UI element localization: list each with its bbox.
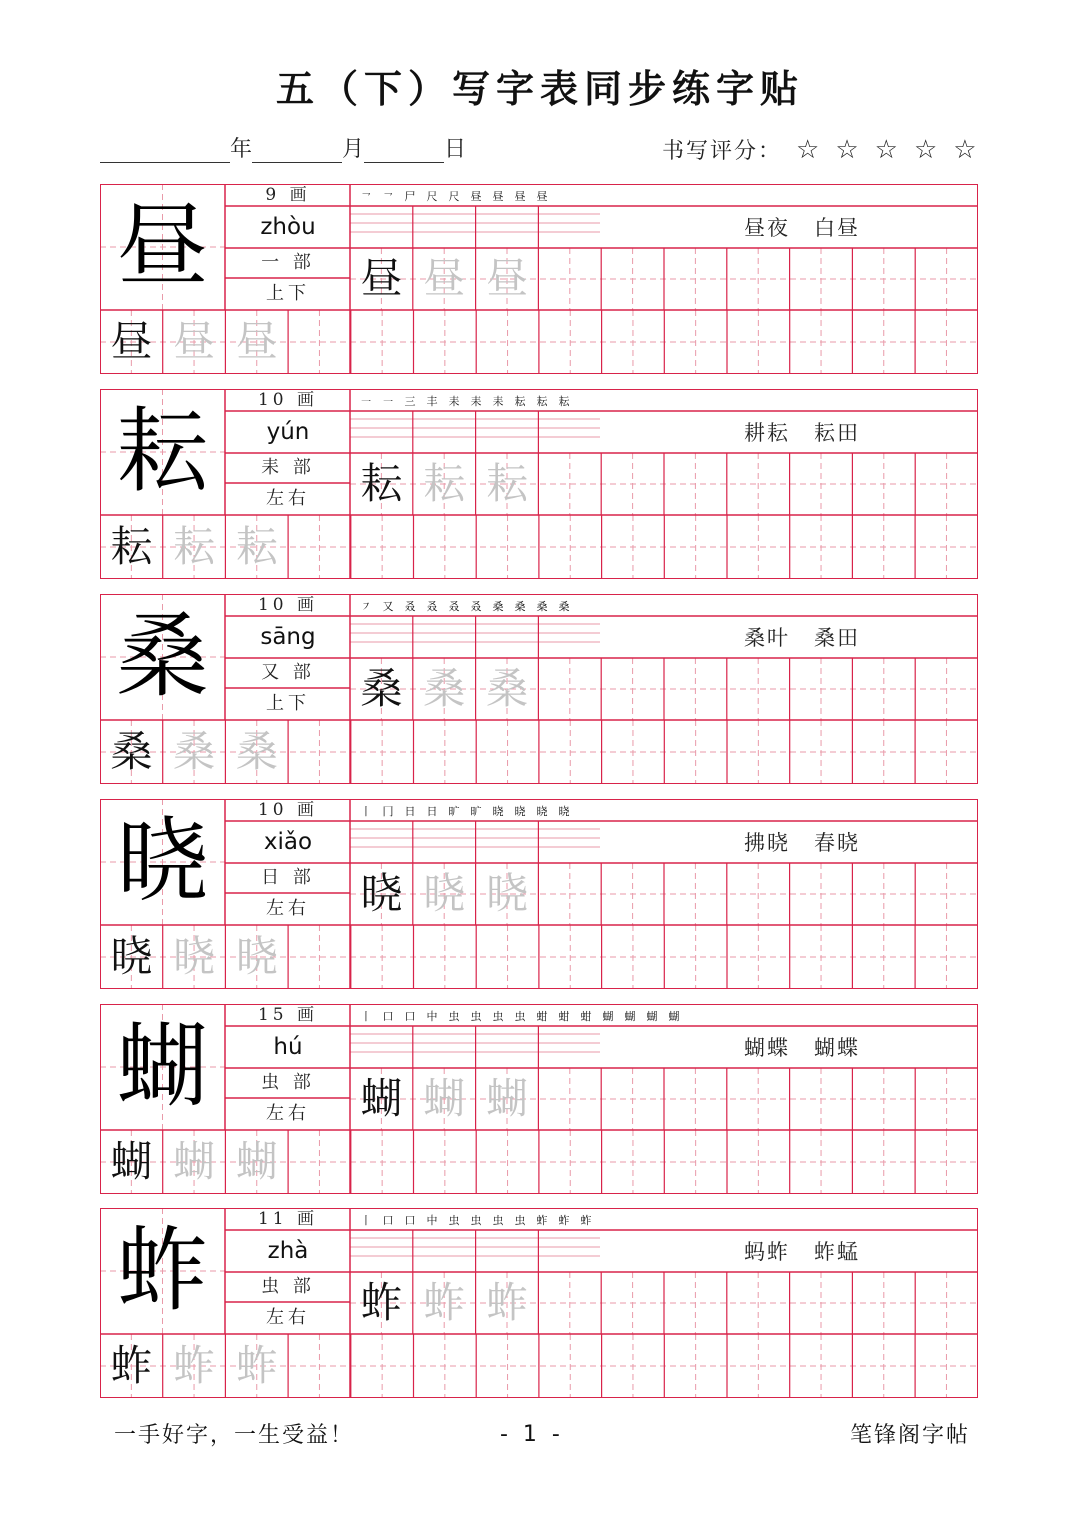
month-label: 月	[342, 137, 365, 162]
character-block	[100, 799, 978, 989]
stroke-step: 旷	[448, 805, 460, 818]
stroke-step: 蝴	[668, 1010, 680, 1023]
trace-character[interactable]: 晓	[423, 869, 466, 918]
stroke-step: 叒	[448, 600, 460, 613]
model-character: 晓	[116, 808, 209, 915]
stroke-step: 耘	[558, 395, 570, 408]
practice-character[interactable]: 蝴	[360, 1074, 403, 1123]
practice-character[interactable]: 昼	[360, 254, 403, 303]
practice-character[interactable]: 桑	[360, 664, 403, 713]
day-label: 日	[444, 137, 467, 162]
model-character: 蝴	[116, 1013, 209, 1120]
stroke-count: 15 画	[257, 1005, 319, 1025]
stroke-count: 9 画	[265, 185, 311, 205]
trace-character[interactable]: 耘	[486, 459, 529, 508]
trace-character[interactable]: 蝴	[235, 1137, 278, 1186]
stroke-step: 虫	[492, 1010, 504, 1023]
trace-character[interactable]: 桑	[235, 727, 278, 776]
trace-character[interactable]: 晓	[173, 932, 216, 981]
trace-character[interactable]: 蚱	[173, 1341, 216, 1390]
example-words	[720, 821, 1020, 863]
trace-character[interactable]: 昼	[486, 254, 529, 303]
stroke-step: ㇐	[382, 395, 394, 408]
example-words	[720, 616, 1020, 658]
character-block	[100, 594, 978, 784]
stroke-step: 口	[382, 1010, 394, 1023]
trace-character[interactable]: 昼	[423, 254, 466, 303]
stroke-step: 耒	[492, 395, 504, 408]
structure: 左右	[266, 1307, 310, 1328]
model-character: 蚱	[116, 1217, 209, 1324]
stroke-step: 昼	[536, 190, 548, 203]
stroke-count: 10 画	[257, 390, 319, 410]
stroke-count: 10 画	[257, 595, 319, 615]
stroke-step: 叒	[404, 600, 416, 613]
character-block	[100, 1004, 978, 1194]
star-icon[interactable]: ☆	[835, 134, 861, 165]
stroke-order	[358, 186, 550, 206]
star-icon[interactable]: ☆	[953, 134, 979, 165]
example-word: 蚱蜢	[814, 1240, 860, 1264]
stroke-step: 口	[404, 1010, 416, 1023]
stroke-step: ㇇	[360, 600, 372, 613]
example-word: 耘田	[814, 421, 860, 445]
page-title: 五（下）写字表同步练字贴	[275, 66, 804, 111]
example-words	[720, 411, 1020, 453]
model-character: 耘	[116, 398, 209, 505]
stroke-step: 蚶	[558, 1010, 570, 1023]
stroke-step: 耒	[448, 395, 460, 408]
stroke-step: 蝴	[624, 1010, 636, 1023]
stroke-step: 虫	[492, 1214, 504, 1227]
stroke-order	[358, 1210, 594, 1230]
example-word: 耕耘	[744, 421, 790, 445]
stroke-step: 虫	[448, 1010, 460, 1023]
star-icon[interactable]: ☆	[796, 134, 822, 165]
practice-character[interactable]: 晓	[360, 869, 403, 918]
example-word: 桑田	[814, 626, 860, 650]
stroke-step: 蚶	[580, 1010, 592, 1023]
month-blank[interactable]	[252, 139, 342, 163]
footer-brand: 笔锋阁字帖	[850, 1423, 971, 1448]
pinyin: yún	[266, 419, 310, 445]
trace-character[interactable]: 蚱	[486, 1278, 529, 1327]
radical: 耒 部	[261, 457, 315, 478]
pinyin: zhòu	[260, 214, 316, 240]
stroke-count: 10 画	[257, 800, 319, 820]
trace-character[interactable]: 桑	[423, 664, 466, 713]
practice-character[interactable]: 耘	[110, 522, 153, 571]
stroke-order	[358, 801, 572, 821]
stroke-step: 耘	[514, 395, 526, 408]
day-blank[interactable]	[364, 139, 444, 163]
stroke-step: 叒	[426, 600, 438, 613]
stroke-step: 尸	[404, 190, 416, 203]
stroke-step: 口	[404, 1214, 416, 1227]
stroke-order	[358, 391, 572, 411]
stroke-step: 昼	[514, 190, 526, 203]
stroke-step: 昼	[470, 190, 482, 203]
structure: 上下	[266, 693, 310, 714]
example-word: 蝴蝶	[814, 1036, 860, 1060]
stroke-step: 桑	[514, 600, 526, 613]
stroke-step: 桑	[536, 600, 548, 613]
stroke-step: 丨	[360, 805, 372, 818]
stroke-step: 叒	[470, 600, 482, 613]
character-block	[100, 1208, 978, 1398]
stroke-step: 晓	[492, 805, 504, 818]
practice-character[interactable]: 耘	[360, 459, 403, 508]
character-block	[100, 389, 978, 579]
trace-character[interactable]: 桑	[486, 664, 529, 713]
stroke-step: 虫	[470, 1214, 482, 1227]
practice-character[interactable]: 昼	[110, 317, 153, 366]
character-block	[100, 184, 978, 374]
rating-label: 书写评分：	[662, 139, 783, 164]
practice-character[interactable]: 桑	[110, 727, 153, 776]
practice-character[interactable]: 蚱	[110, 1341, 153, 1390]
radical: 一 部	[261, 252, 315, 273]
radical: 虫 部	[261, 1276, 315, 1297]
stroke-step: 三	[404, 395, 416, 408]
stroke-step: ㇖	[360, 190, 372, 203]
stroke-step: 丰	[426, 395, 438, 408]
star-icon[interactable]: ☆	[874, 134, 900, 165]
trace-character[interactable]: 蝴	[486, 1074, 529, 1123]
stroke-step: 丨	[360, 1214, 372, 1227]
radical: 日 部	[261, 867, 315, 888]
trace-character[interactable]: 蝴	[173, 1137, 216, 1186]
structure: 左右	[266, 1103, 310, 1124]
practice-character[interactable]: 晓	[110, 932, 153, 981]
footer-slogan: 一手好字，一生受益！	[114, 1423, 355, 1448]
structure: 上下	[266, 283, 310, 304]
stroke-step: 蚱	[536, 1214, 548, 1227]
trace-character[interactable]: 蚱	[235, 1341, 278, 1390]
trace-character[interactable]: 桑	[173, 727, 216, 776]
stroke-step: 虫	[448, 1214, 460, 1227]
date-line	[100, 132, 466, 163]
stroke-step: 耘	[536, 395, 548, 408]
structure: 左右	[266, 898, 310, 919]
trace-character[interactable]: 耘	[423, 459, 466, 508]
writing-rating	[662, 134, 979, 165]
radical: 虫 部	[261, 1072, 315, 1093]
trace-character[interactable]: 晓	[486, 869, 529, 918]
stroke-step: 桑	[492, 600, 504, 613]
trace-character[interactable]: 蚱	[423, 1278, 466, 1327]
practice-character[interactable]: 蝴	[110, 1137, 153, 1186]
year-blank[interactable]	[100, 139, 230, 163]
pinyin: sāng	[260, 624, 316, 650]
trace-character[interactable]: 耘	[235, 522, 278, 571]
stroke-step: 虫	[470, 1010, 482, 1023]
stroke-step: 虫	[514, 1010, 526, 1023]
stroke-step: 中	[426, 1214, 438, 1227]
stroke-step: 旷	[470, 805, 482, 818]
stroke-step: 尺	[426, 190, 438, 203]
example-words	[720, 1230, 1020, 1272]
example-word: 桑叶	[744, 626, 790, 650]
radical: 又 部	[261, 662, 315, 683]
stroke-order	[358, 596, 572, 616]
stroke-step: 耒	[470, 395, 482, 408]
stroke-step: 蝴	[602, 1010, 614, 1023]
practice-character[interactable]: 蚱	[360, 1278, 403, 1327]
stroke-step: 口	[382, 1214, 394, 1227]
stroke-step: 冂	[382, 805, 394, 818]
example-words	[720, 1026, 1020, 1068]
pinyin: hú	[273, 1034, 303, 1060]
trace-character[interactable]: 耘	[173, 522, 216, 571]
stroke-step: 蚱	[580, 1214, 592, 1227]
model-character: 桑	[116, 603, 209, 710]
stroke-step: ㇐	[360, 395, 372, 408]
stroke-step: 蝴	[646, 1010, 658, 1023]
example-word: 拂晓	[744, 831, 790, 855]
stroke-step: 蚱	[558, 1214, 570, 1227]
star-icon[interactable]: ☆	[913, 134, 940, 165]
stroke-step: 丨	[360, 1010, 372, 1023]
stroke-step: 晓	[514, 805, 526, 818]
example-word: 春晓	[814, 831, 860, 855]
stroke-step: 蚶	[536, 1010, 548, 1023]
page-number: - 1 -	[500, 1422, 564, 1447]
stroke-step: 桑	[558, 600, 570, 613]
stroke-step: 虫	[514, 1214, 526, 1227]
stroke-step: 晓	[536, 805, 548, 818]
stroke-step: 日	[404, 805, 416, 818]
stroke-count: 11 画	[257, 1209, 319, 1229]
example-word: 白昼	[814, 216, 860, 240]
stroke-step: 晓	[558, 805, 570, 818]
pinyin: zhà	[267, 1238, 309, 1264]
year-label: 年	[230, 137, 253, 162]
stroke-step: 昼	[492, 190, 504, 203]
trace-character[interactable]: 昼	[235, 317, 278, 366]
example-words	[720, 206, 1020, 248]
pinyin: xiǎo	[263, 829, 313, 855]
example-word: 蚂蚱	[744, 1240, 790, 1264]
trace-character[interactable]: 蝴	[423, 1074, 466, 1123]
stroke-step: 尺	[448, 190, 460, 203]
stroke-order	[358, 1006, 682, 1026]
model-character: 昼	[116, 193, 209, 300]
stroke-step: 又	[382, 600, 394, 613]
trace-character[interactable]: 昼	[173, 317, 216, 366]
trace-character[interactable]: 晓	[235, 932, 278, 981]
stroke-step: 日	[426, 805, 438, 818]
stroke-step: ㇖	[382, 190, 394, 203]
structure: 左右	[266, 488, 310, 509]
example-word: 蝴蝶	[744, 1036, 790, 1060]
example-word: 昼夜	[744, 216, 790, 240]
stroke-step: 中	[426, 1010, 438, 1023]
